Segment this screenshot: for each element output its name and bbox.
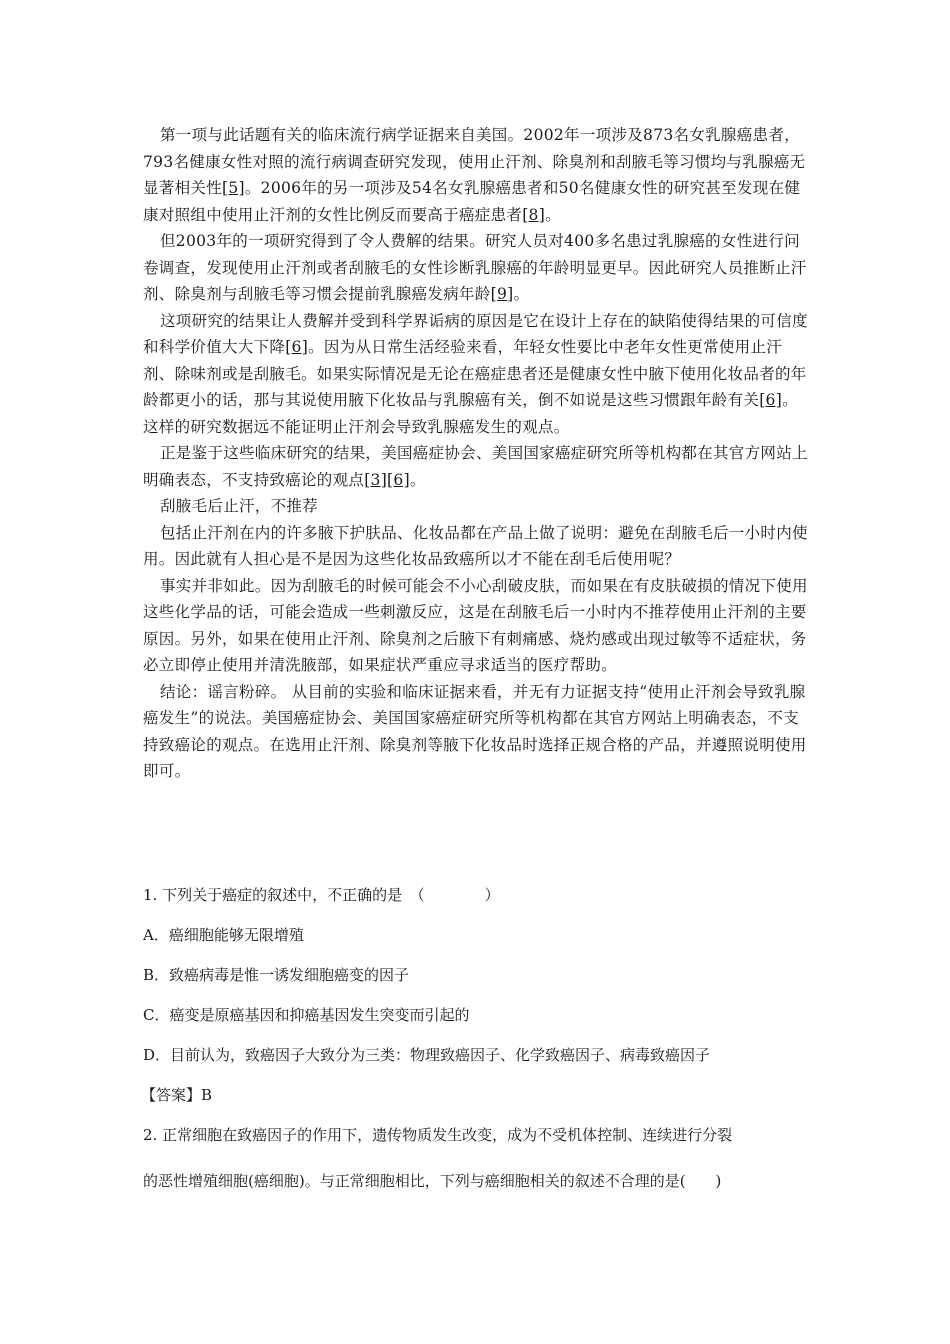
citation-ref[interactable]: [9] — [490, 285, 514, 303]
paragraph-1 — [143, 122, 811, 228]
paragraph-text: 结论：谣言粉碎。 从目前的实验和临床证据来看，并无有力证据支持“使用止汗剂会导致乳腺癌发生”的说法。美国癌症协会、美国国家癌症研究所等机构都在其官方网站上明确表态，不支持致癌论的观点。在选用止汗剂、除臭剂等腋下化妆品时选择正规合格的产品，并遵照说明使用即可。 — [143, 682, 807, 780]
paragraph-text: 。因为从日常生活经验来看，年轻女性要比中老年女性更常使用止汗剂、除味剂或是刮腋毛。如果实际情况是无论在癌症患者还是健康女性中腋下使用化妆品者的年龄都更小的话，那与其说使用腋下化妆品与乳腺癌有关，倒不如说是这些习惯跟年龄有关 — [143, 338, 807, 409]
citation-ref[interactable]: [6] — [759, 391, 783, 409]
conclusion-paragraph — [143, 679, 811, 785]
citation-ref[interactable]: [3][6] — [364, 470, 410, 489]
paragraph-3 — [143, 308, 811, 441]
citation-ref[interactable]: [6] — [285, 338, 309, 356]
article-body — [143, 122, 811, 785]
paragraph-text: 。2006年的另一项涉及54名女乳腺癌患者和50名健康女性的研究甚至发现在健康对照组中使用止汗剂的女性比例反而要高于癌症患者 — [143, 179, 801, 224]
section-heading — [143, 493, 811, 520]
paragraph-text: 。这样的研究数据远不能证明止汗剂会导致乳腺癌发生的观点。 — [143, 391, 798, 436]
paragraph-text: 这项研究的结果让人费解并受到科学界诟病的原因是它在设计上存在的缺陷使得结果的可信度和科学价值大大下降 — [143, 311, 808, 356]
citation-ref[interactable]: [5] — [222, 179, 245, 197]
option-b: B．致癌病毒是惟一诱发细胞癌变的因子 — [143, 966, 410, 984]
paragraph-text: 正是鉴于这些临床研究的结果，美国癌症协会、美国国家癌症研究所等机构都在其官方网站上明确表态，不支持致癌论的观点 — [143, 444, 808, 489]
answer-line: 【答案】B — [141, 1086, 213, 1104]
question-2-line-2: 的恶性增殖细胞(癌细胞)。与正常细胞相比，下列与癌细胞相关的叙述不合理的是( ) — [143, 1172, 722, 1190]
option-c: C．癌变是原癌基因和抑癌基因发生突变而引起的 — [143, 1006, 470, 1024]
paragraph-text: 。 — [513, 285, 530, 303]
paragraph-5 — [143, 520, 811, 573]
paragraph-6 — [143, 573, 811, 679]
question-2-line-1: 2. 正常细胞在致癌因子的作用下，遗传物质发生改变，成为不受机体控制、连续进行分裂 — [143, 1126, 733, 1144]
paragraph-text: 但2003年的一项研究得到了令人费解的结果。研究人员对400多名患过乳腺癌的女性进行问卷调查，发现使用止汗剂或者刮腋毛的女性诊断乳腺癌的年龄明显更早。因此研究人员推断止汗剂、除臭剂与刮腋毛等习惯会提前乳腺癌发病年龄 — [143, 232, 807, 303]
paragraph-text: 刮腋毛后止汗，不推荐 — [160, 497, 319, 515]
paragraph-text: 包括止汗剂在内的许多腋下护肤品、化妆品都在产品上做了说明：避免在刮腋毛后一小时内使用。因此就有人担心是不是因为这些化妆品致癌所以才不能在刮毛后使用呢？ — [143, 523, 808, 568]
paragraph-4 — [143, 440, 811, 493]
citation-ref[interactable]: [8] — [522, 205, 546, 224]
paragraph-text: 事实并非如此。因为刮腋毛的时候可能会不小心刮破皮肤，而如果在有皮肤破损的情况下使用这些化学品的话，可能会造成一些刺激反应，这是在刮腋毛后一小时内不推荐使用止汗剂的主要原因。另外，如果在使用止汗剂、除臭剂之后腋下有刺痛感、烧灼感或出现过敏等不适症状，务必立即停止使用并清洗腋部，如果症状严重应寻求适当的医疗帮助。 — [143, 576, 808, 674]
paragraph-text: 第一项与此话题有关的临床流行病学证据来自美国。2002年一项涉及873名女乳腺癌患者，793名健康女性对照的流行病调查研究发现，使用止汗剂、除臭剂和刮腋毛等习惯均与乳腺癌无显著相关性 — [143, 126, 806, 197]
paragraph-text: 。 — [545, 205, 561, 224]
option-d: D．目前认为，致癌因子大致分为三类：物理致癌因子、化学致癌因子、病毒致癌因子 — [143, 1046, 711, 1064]
paragraph-text: 。 — [409, 470, 426, 489]
option-a: A．癌细胞能够无限增殖 — [143, 926, 304, 944]
question-1: 1. 下列关于癌症的叙述中，不正确的是 （ ） — [143, 886, 500, 904]
paragraph-2 — [143, 228, 811, 308]
